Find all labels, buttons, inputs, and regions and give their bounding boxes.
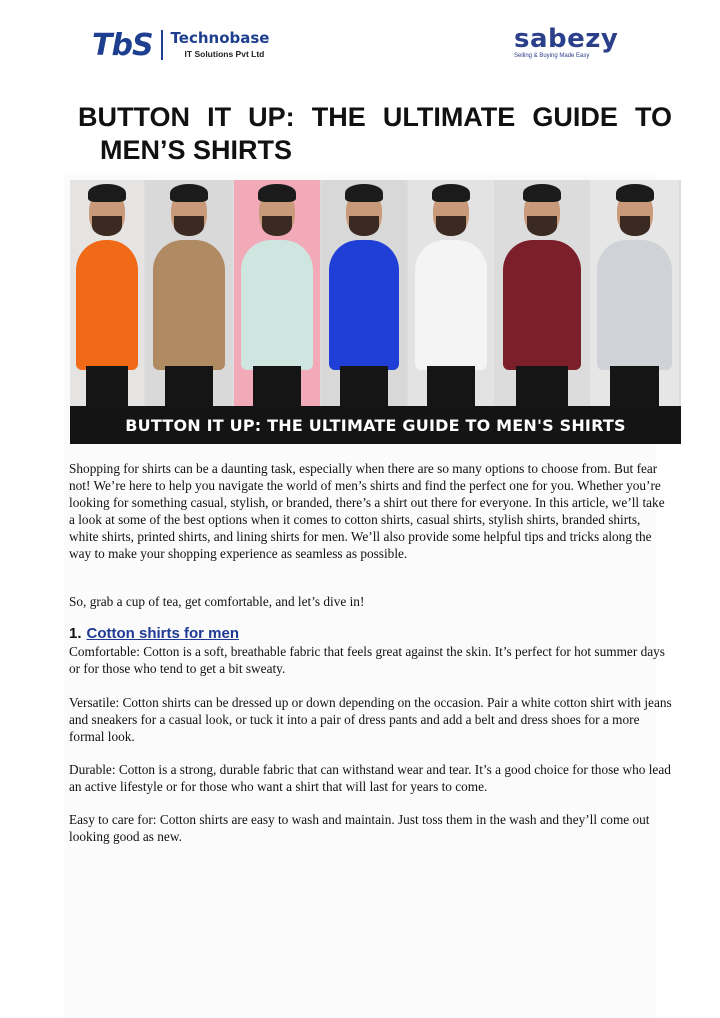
model-beard <box>527 216 557 236</box>
model-shirt <box>153 240 225 370</box>
model-panel <box>590 180 679 406</box>
model-pants <box>165 366 213 406</box>
model-pants <box>610 366 660 406</box>
intro-paragraph: Shopping for shirts can be a daunting task, especially when there are so many options to choose from. But fear not! We’re here to help you navigate the world of men’s shirts and find the perfect one for you. Whether you’re looking for something casual, stylish, or branded, there’s a shirt out there for everyone. In this article, we’ll take a look at some of the best options when it comes to cotton shirts, casual shirts, stylish shirts, branded shirts, white shirts, printed shirts, and lining shirts for men. We’ll also provide some helpful tips and tricks along the way to make your shopping experience as seamless as possible. <box>69 461 665 561</box>
model-shirt <box>503 240 580 370</box>
model-shirt <box>241 240 313 370</box>
easy-care-paragraph: Easy to care for: Cotton shirts are easy to wash and maintain. Just toss them in the wash and they’ll come out looking good as new. <box>69 812 650 844</box>
model-shirt <box>329 240 400 370</box>
model-beard <box>174 216 204 236</box>
model-hair <box>170 184 208 202</box>
model-panel <box>234 180 320 406</box>
durable-paragraph: Durable: Cotton is a strong, durable fabric that can withstand wear and tear. It’s a good choice for those who lead an active lifestyle or for those who want a shirt that will last for years to come. <box>69 762 671 794</box>
sabezy-tagline: Selling & Buying Made Easy <box>514 53 590 59</box>
model-shirt <box>415 240 487 370</box>
section-heading <box>69 625 239 642</box>
model-hair <box>432 184 470 202</box>
model-shirt <box>76 240 138 370</box>
model-panel <box>408 180 494 406</box>
technobase-logo[interactable] <box>92 28 269 62</box>
model-pants <box>253 366 301 406</box>
model-hair <box>345 184 383 202</box>
model-pants <box>86 366 127 406</box>
tbs-mark: TbS <box>92 27 153 63</box>
model-pants <box>516 366 568 406</box>
model-beard <box>92 216 122 236</box>
model-shirt <box>597 240 672 370</box>
logo-divider <box>161 30 163 60</box>
model-panel <box>322 180 406 406</box>
model-panel <box>146 180 232 406</box>
comfortable-paragraph: Comfortable: Cotton is a soft, breathable fabric that feels great against the skin. It’s perfect for hot summer days or for those who tend to get a bit sweaty. <box>69 644 665 676</box>
sabezy-name: sabezy <box>514 24 619 54</box>
model-hair <box>258 184 296 202</box>
model-beard <box>262 216 292 236</box>
section-heading-link[interactable]: Cotton shirts for men <box>86 625 240 642</box>
versatile-paragraph: Versatile: Cotton shirts can be dressed up or down depending on the occasion. Pair a white cotton shirt with jeans and sneakers for a casual look, or tuck it into a pair of dress pants and add a belt and dress shoes for a more formal look. <box>69 695 672 744</box>
model-beard <box>436 216 466 236</box>
model-beard <box>620 216 650 236</box>
hero-banner: BUTTON IT UP: THE ULTIMATE GUIDE TO MEN'S SHIRTS <box>70 406 681 444</box>
hero-image <box>70 180 681 444</box>
model-panel <box>496 180 588 406</box>
model-hair <box>523 184 561 202</box>
section-number: 1. <box>69 625 82 642</box>
sabezy-logo[interactable] <box>514 26 618 59</box>
technobase-subtitle: IT Solutions Pvt Ltd <box>184 49 265 60</box>
model-hair <box>88 184 126 202</box>
model-pants <box>427 366 475 406</box>
technobase-wordmark <box>171 31 270 59</box>
model-beard <box>349 216 379 236</box>
model-pants <box>340 366 387 406</box>
page-title: BUTTON IT UP: THE ULTIMATE GUIDE TO <box>78 102 672 132</box>
model-hair <box>616 184 654 202</box>
technobase-name: Technobase <box>170 29 270 48</box>
model-panel <box>70 180 144 406</box>
page-title-line2: MEN’S SHIRTS <box>100 135 293 165</box>
intro-paragraph-2: So, grab a cup of tea, get comfortable, and let’s dive in! <box>69 594 365 609</box>
